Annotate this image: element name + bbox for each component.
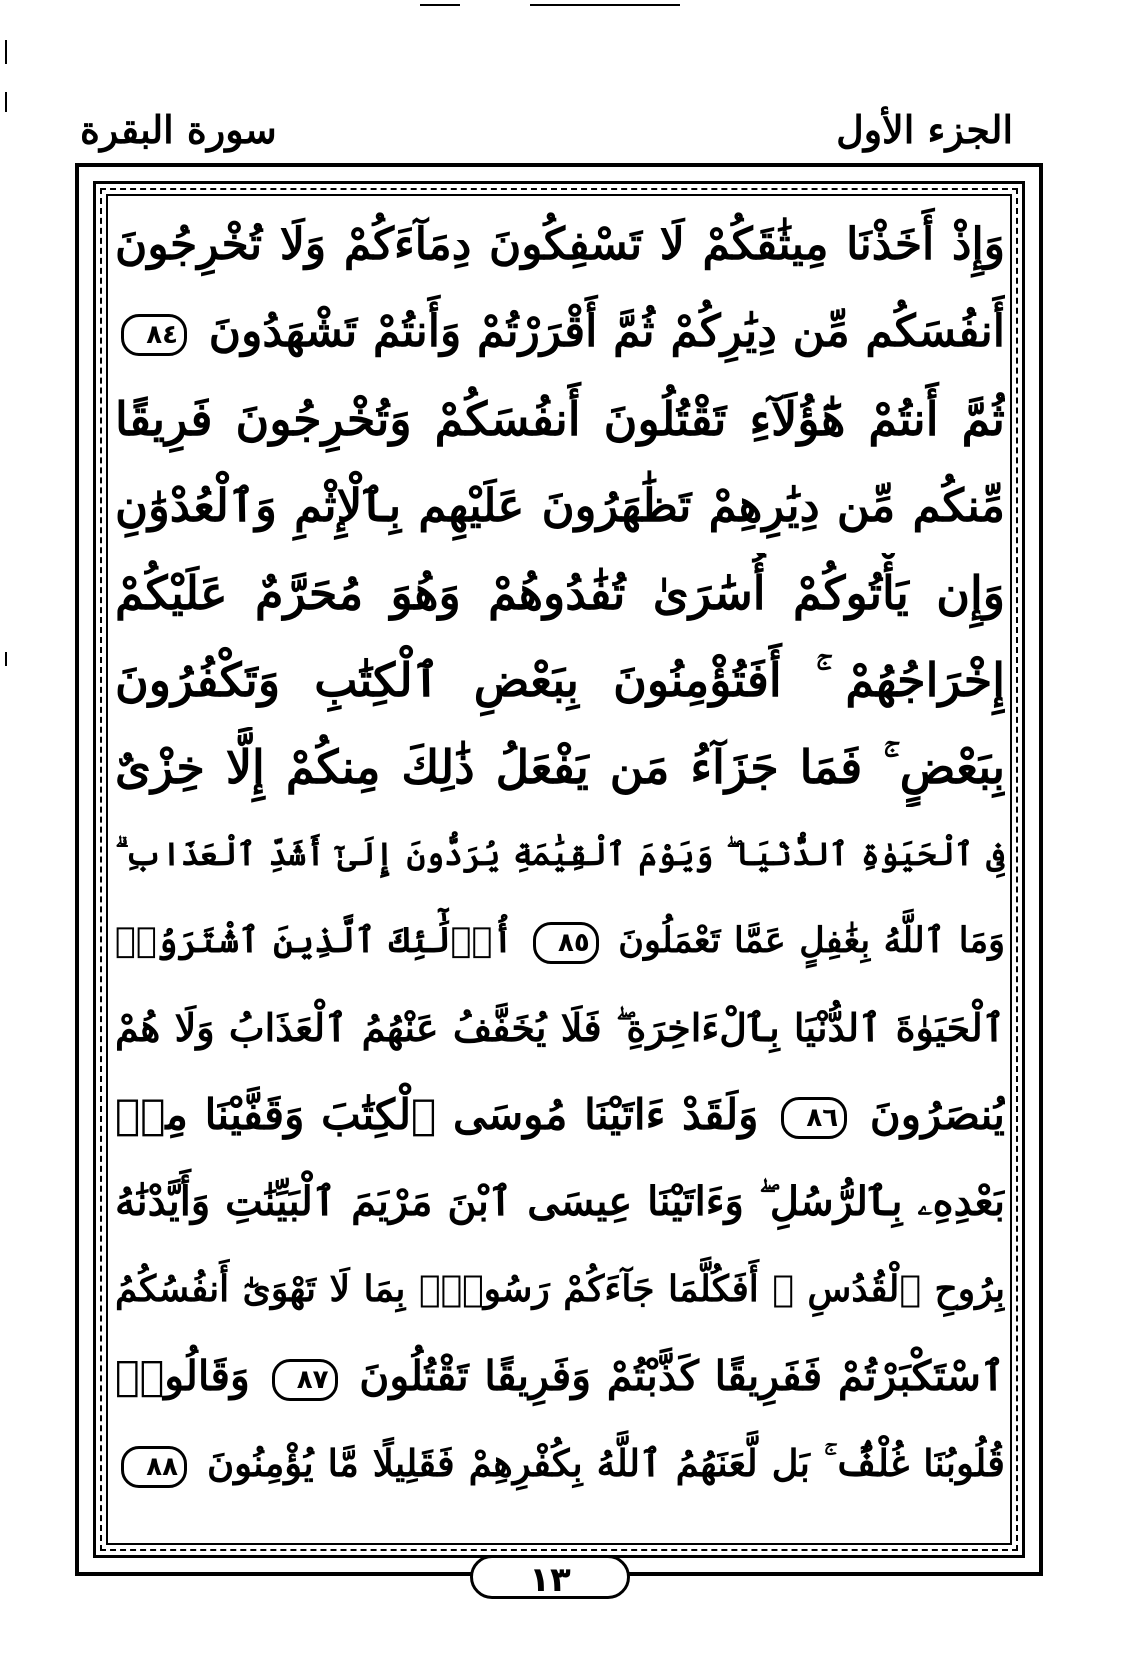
scan-artifact (5, 652, 7, 666)
verse-line (115, 640, 1005, 720)
verse-line (115, 988, 1005, 1068)
verse-line (115, 205, 1005, 285)
verse-text: بَعْدِهِۦ بِٱلرُّسُلِ ۖ وَءَاتَيْنَا عِيسَى ٱبْنَ مَرْيَمَ ٱلْبَيِّنَٰتِ وَأَيَّدْنَٰهُ (115, 1178, 1005, 1225)
scan-artifact (420, 4, 460, 6)
verse-line (115, 1075, 1005, 1155)
ayah-number-marker: ٨٤ (121, 314, 187, 356)
verse-text: إِخْرَاجُهُمْ ۚ أَفَتُؤْمِنُونَ بِبَعْضِ ٱلْكِتَٰبِ وَتَكْفُرُونَ (115, 653, 1005, 707)
verse-text: ٱسْتَكْبَرْتُمْ فَفَرِيقًا كَذَّبْتُمْ وَفَرِيقًا تَقْتُلُونَ (359, 1352, 1005, 1400)
verse-text: بِبَعْضٍ ۚ فَمَا جَزَآءُ مَن يَفْعَلُ ذَٰلِكَ مِنكُمْ إِلَّا خِزْىٌ (115, 740, 1005, 794)
verse-line (115, 553, 1005, 633)
verse-line (115, 466, 1005, 546)
verse-text: قُلُوبُنَا غُلْفٌۢ ۚ بَل لَّعَنَهُمُ ٱللَّهُ بِكُفْرِهِمْ فَقَلِيلًا مَّا يُؤْمِنُونَ (207, 1441, 1005, 1485)
verse-text: بِرُوحِ ٱلْقُدُسِ ۗ أَفَكُلَّمَا جَآءَكُمْ رَسُولٌۢ بِمَا لَا تَهْوَىٰٓ أَنفُسُكُمُ (115, 1268, 1005, 1310)
ayah-number-marker: ٨٨ (121, 1446, 187, 1488)
verse-text: وَقَالُوا۟ (115, 1352, 250, 1400)
verse-line (115, 379, 1005, 459)
verse-text: مِّنكُم مِّن دِيَٰرِهِمْ تَظَٰهَرُونَ عَلَيْهِم بِٱلْإِثْمِ وَٱلْعُدْوَٰنِ (115, 479, 1005, 532)
quran-text-block (115, 205, 1005, 1515)
verse-line (115, 814, 1005, 894)
verse-text: وَلَقَدْ ءَاتَيْنَا مُوسَى ٱلْكِتَٰبَ وَقَفَّيْنَا مِنۢ (115, 1090, 759, 1139)
verse-text: أَنفُسَكُم مِّن دِيَٰرِكُمْ ثُمَّ أَقْرَرْتُمْ وَأَنتُمْ تَشْهَدُونَ (208, 306, 1005, 357)
verse-text: فِى ٱلْحَيَوٰةِ ٱلدُّنْيَا ۖ وَيَوْمَ ٱلْقِيَٰمَةِ يُرَدُّونَ إِلَىٰٓ أَشَدِّ ٱلْعَذَابِ ۗ (115, 835, 1005, 873)
verse-text: وَمَا ٱللَّهُ بِغَٰفِلٍ عَمَّا تَعْمَلُونَ (618, 920, 1005, 961)
ayah-number-marker: ٨٥ (533, 922, 599, 964)
scan-artifact (530, 4, 680, 6)
verse-line (115, 1162, 1005, 1242)
verse-text: وَإِن يَأْتُوكُمْ أُسَٰرَىٰ تُفَٰدُوهُمْ وَهُوَ مُحَرَّمٌ عَلَيْكُمْ (115, 566, 1005, 620)
juz-title: الجزء الأول (836, 107, 1013, 152)
verse-line (115, 727, 1005, 807)
verse-text: أُو۟لَٰٓئِكَ ٱلَّذِينَ ٱشْتَرَوُا۟ (115, 920, 514, 961)
verse-line (115, 1336, 1005, 1416)
verse-line (115, 901, 1005, 981)
verse-line (115, 1249, 1005, 1329)
verse-text: ثُمَّ أَنتُمْ هَٰٓؤُلَآءِ تَقْتُلُونَ أَنفُسَكُمْ وَتُخْرِجُونَ فَرِيقًا (115, 392, 1005, 446)
scan-artifact (5, 92, 7, 112)
page-number: ١٣ (470, 1555, 630, 1599)
scan-artifact (5, 40, 7, 64)
ayah-number-marker: ٨٦ (781, 1097, 847, 1139)
verse-text: وَإِذْ أَخَذْنَا مِيثَٰقَكُمْ لَا تَسْفِكُونَ دِمَآءَكُمْ وَلَا تُخْرِجُونَ (115, 219, 1005, 270)
verse-text: ٱلْحَيَوٰةَ ٱلدُّنْيَا بِٱلْءَاخِرَةِ ۖ فَلَا يُخَفَّفُ عَنْهُمُ ٱلْعَذَابُ وَلَا هُمْ (115, 1005, 1005, 1050)
verse-line (115, 1423, 1005, 1503)
verse-text: يُنصَرُونَ (869, 1090, 1005, 1139)
ayah-number-marker: ٨٧ (272, 1359, 338, 1401)
surah-title: سورة البقرة (80, 107, 277, 152)
verse-line (115, 292, 1005, 372)
